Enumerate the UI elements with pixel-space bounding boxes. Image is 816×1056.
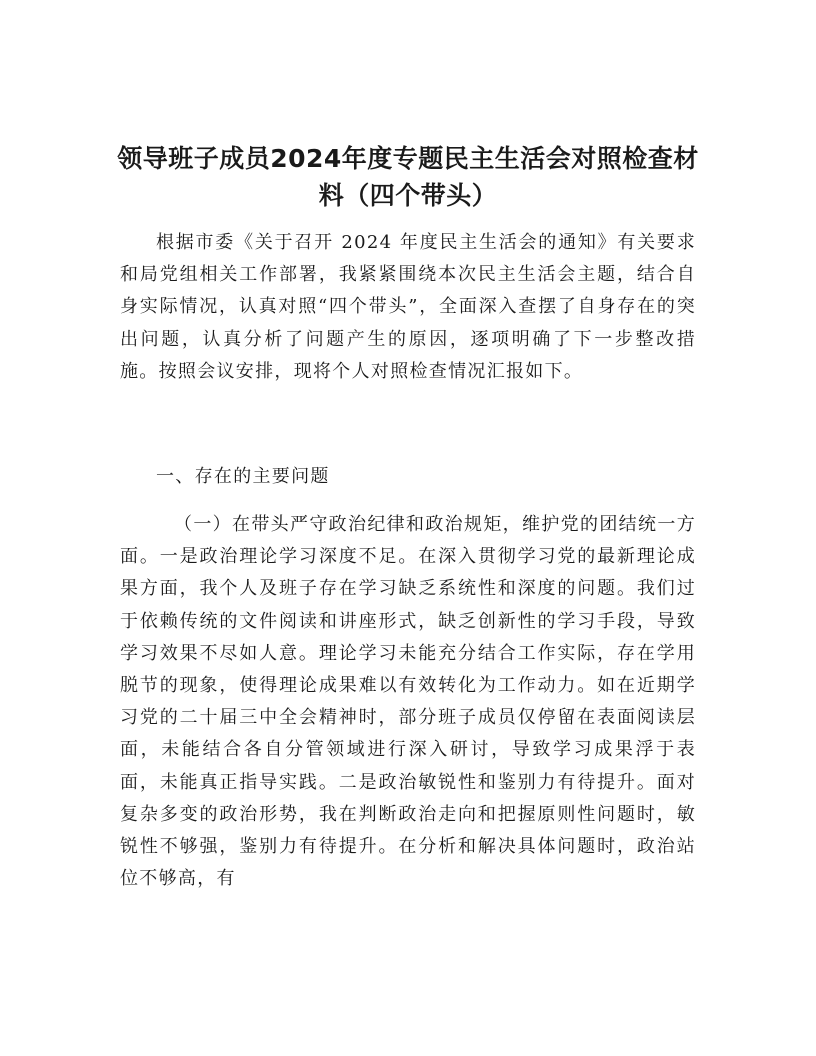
document-title: 领导班子成员2024年度专题民主生活会对照检查材料（四个带头）: [117, 144, 699, 210]
section-heading: 一、存在的主要问题: [156, 466, 330, 487]
issue-paragraph: （一）在带头严守政治纪律和政治规矩，维护党的团结统一方面。一是政治理论学习深度不足。在深入贯彻学习党的最新理论成果方面，我个人及班子存在学习缺乏系统性和深度的问题。我们过于依赖传统的文件阅读和讲座形式，缺乏创新性的学习手段，导致学习效果不尽如人意。理论学习未能充分结合工作实际，存在学用脱节的现象，使得理论成果难以有效转化为工作动力。如在近期学习党的二十届三中全会精神时，部分班子成员仅停留在表面阅读层面，未能结合各自分管领域进行深入研讨，导致学习成果浮于表面，未能真正指导实践。二是政治敏锐性和鉴别力有待提升。面对复杂多变的政治形势，我在判断政治走向和把握原则性问题时，敏锐性不够强，鉴别力有待提升。在分析和解决具体问题时，政治站位不够高，有: [120, 514, 696, 890]
intro-paragraph: 根据市委《关于召开 2024 年度民主生活会的通知》有关要求和局党组相关工作部署，我紧紧围绕本次民主生活会主题，结合自身实际情况，认真对照“四个带头”，全面深入查摆了自身存在的突出问题，认真分析了问题产生的原因，逐项明确了下一步整改措施。按照会议安排，现将个人对照检查情况汇报如下。: [120, 232, 696, 382]
